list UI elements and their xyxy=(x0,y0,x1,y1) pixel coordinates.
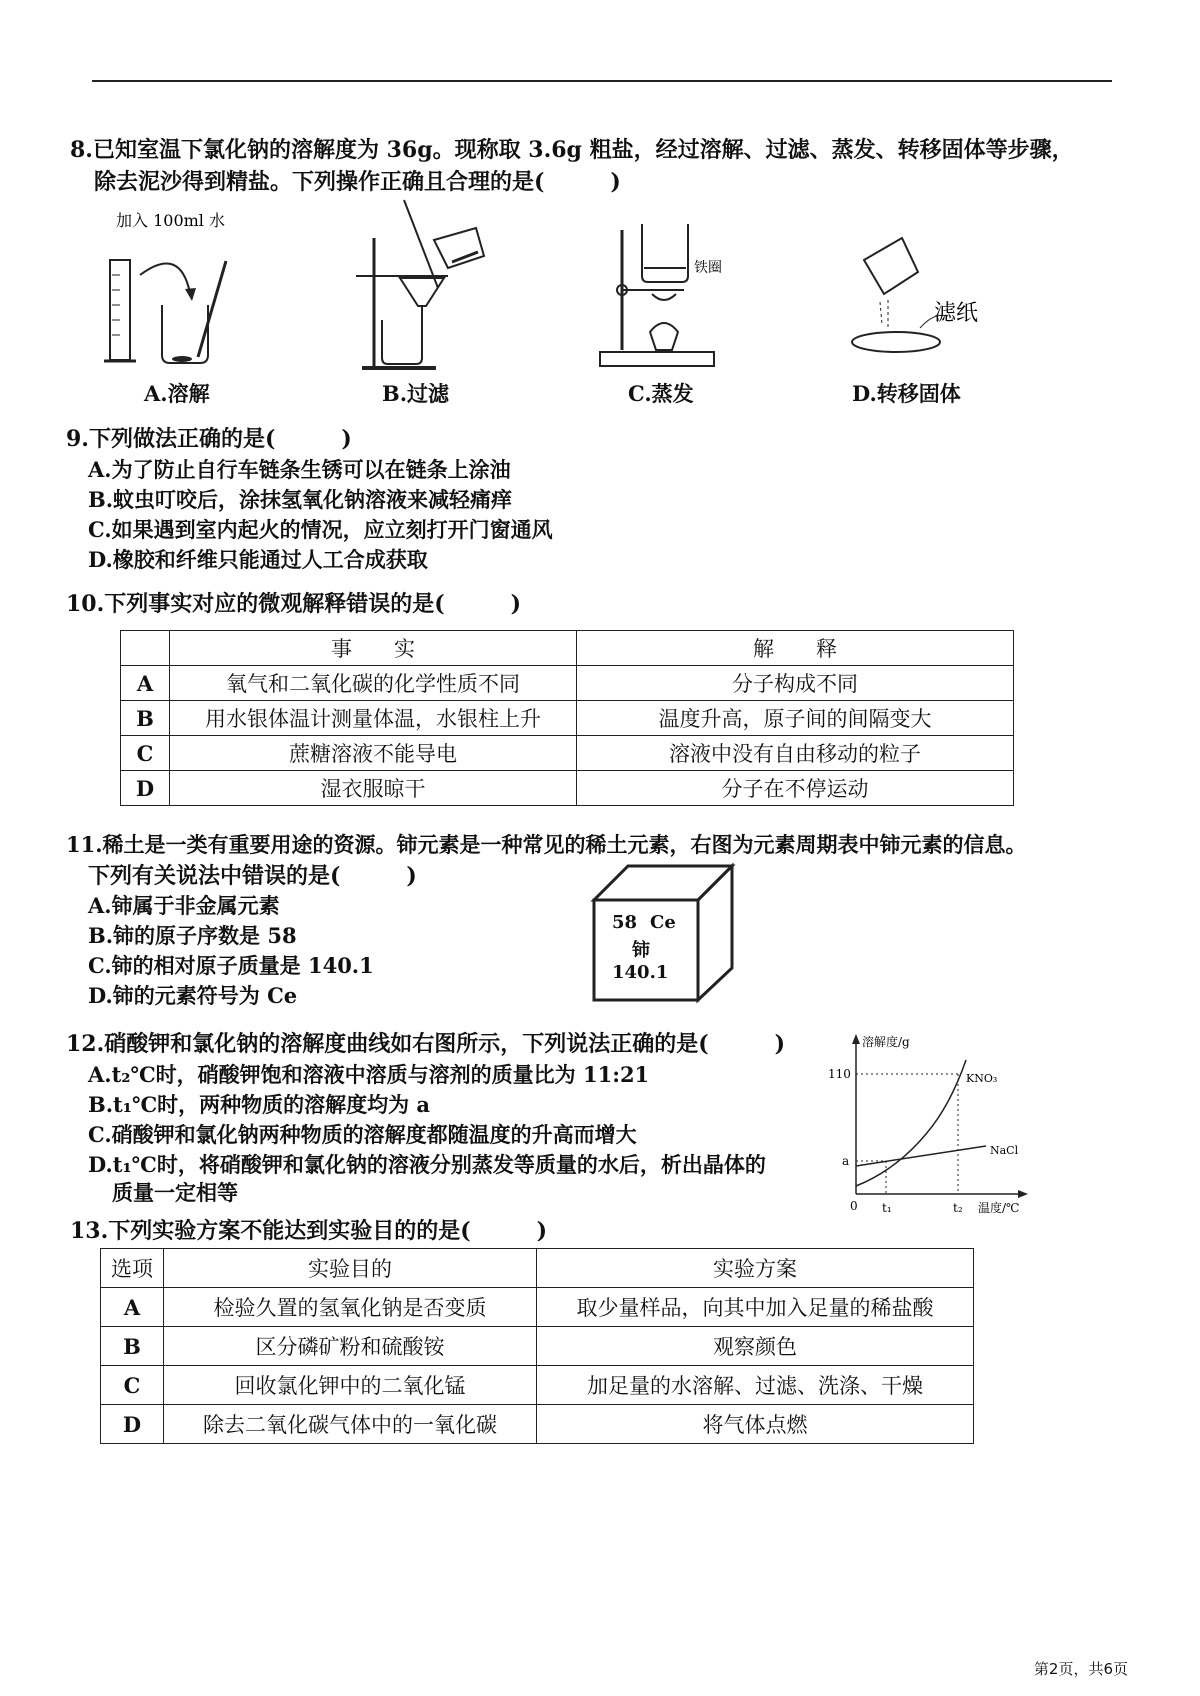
img-a-note: 加入 100ml 水 xyxy=(116,211,226,230)
q9-option-d: D.橡胶和纤维只能通过人工合成获取 xyxy=(88,547,428,572)
q8-caption-b: B.过滤 xyxy=(382,381,450,406)
q11-option-a: A.铈属于非金属元素 xyxy=(88,893,280,918)
table-row xyxy=(101,1288,974,1327)
table-cell: 除去二氧化碳气体中的一氧化碳 xyxy=(164,1405,537,1444)
q9-option-a: A.为了防止自行车链条生锈可以在链条上涂油 xyxy=(88,457,511,482)
filter-illustration xyxy=(352,198,492,378)
element-number: 58 xyxy=(612,912,638,933)
q13-stem: 13.下列实验方案不能达到实验目的的是( ) xyxy=(70,1218,548,1244)
element-symbol: Ce xyxy=(650,912,676,933)
table-cell: C xyxy=(121,736,170,771)
table-cell: 观察颜色 xyxy=(537,1327,974,1366)
q11-stem-line2: 下列有关说法中错误的是( ) xyxy=(88,863,417,889)
table-cell: B xyxy=(121,701,170,736)
table-header-cell: 实验目的 xyxy=(164,1249,537,1288)
q11-option-c: C.铈的相对原子质量是 140.1 xyxy=(88,953,374,978)
table-header-row xyxy=(101,1249,974,1288)
table-cell: 回收氯化钾中的二氧化锰 xyxy=(164,1366,537,1405)
series-label-nacl: NaCl xyxy=(990,1144,1019,1157)
table-row xyxy=(121,736,1014,771)
q12-option-b: B.t₁℃时，两种物质的溶解度均为 a xyxy=(88,1092,431,1117)
img-d-note: 滤纸 xyxy=(934,301,979,326)
q12-option-c: C.硝酸钾和氯化钠两种物质的溶解度都随温度的升高而增大 xyxy=(88,1122,637,1147)
q9-option-b: B.蚊虫叮咬后，涂抹氢氧化钠溶液来减轻痛痒 xyxy=(88,487,513,512)
table-cell: D xyxy=(121,771,170,806)
table-cell: 加足量的水溶解、过滤、洗涤、干燥 xyxy=(537,1366,974,1405)
q12-option-d: D.t₁℃时，将硝酸钾和氯化钠的溶液分别蒸发等质量的水后，析出晶体的 xyxy=(88,1152,766,1177)
y-tick-label: 110 xyxy=(828,1067,851,1081)
x-tick-label: 0 xyxy=(850,1199,858,1213)
table-row xyxy=(121,666,1014,701)
table-header-cell xyxy=(121,631,170,666)
header-rule xyxy=(92,80,1112,82)
table-row xyxy=(121,701,1014,736)
q8-stem-line2: 除去泥沙得到精盐。下列操作正确且合理的是( ) xyxy=(94,169,621,195)
q11-option-b: B.铈的原子序数是 58 xyxy=(88,923,297,948)
table-cell: 检验久置的氢氧化钠是否变质 xyxy=(164,1288,537,1327)
dissolve-illustration xyxy=(100,205,260,400)
q12-option-d-line2: 质量一定相等 xyxy=(112,1180,238,1205)
solubility-chart xyxy=(826,1030,1056,1226)
y-axis-label: 溶解度/g xyxy=(862,1035,910,1049)
q9-option-c: C.如果遇到室内起火的情况，应立刻打开门窗通风 xyxy=(88,517,553,542)
table-cell: 氧气和二氧化碳的化学性质不同 xyxy=(170,666,577,701)
element-name: 铈 xyxy=(632,940,650,961)
x-tick-label: t₂ xyxy=(953,1201,963,1215)
q10-stem: 10.下列事实对应的微观解释错误的是( ) xyxy=(66,591,522,617)
q9-stem: 9.下列做法正确的是( ) xyxy=(66,426,352,452)
table-cell: B xyxy=(101,1327,164,1366)
q11-option-d: D.铈的元素符号为 Ce xyxy=(88,983,298,1008)
q8-stem-line1: 8.已知室温下氯化钠的溶解度为 36g。现称取 3.6g 粗盐，经过溶解、过滤、蒸发、转移固体等步骤， xyxy=(70,137,1074,163)
table-cell: C xyxy=(101,1366,164,1405)
x-axis-label: 温度/℃ xyxy=(978,1201,1020,1215)
nacl-curve xyxy=(856,1146,986,1166)
y-tick-label: a xyxy=(842,1154,850,1168)
table-cell: 用水银体温计测量体温，水银柱上升 xyxy=(170,701,577,736)
q11-stem-line1: 11.稀土是一类有重要用途的资源。铈元素是一种常见的稀土元素，右图为元素周期表中铈元素的信息。 xyxy=(66,832,1027,857)
table-cell: 区分磷矿粉和硫酸铵 xyxy=(164,1327,537,1366)
element-mass: 140.1 xyxy=(612,962,669,983)
table-cell: 蔗糖溶液不能导电 xyxy=(170,736,577,771)
page-number: 第2页，共6页 xyxy=(1033,1660,1128,1678)
q10-table xyxy=(120,630,1014,806)
table-header-cell: 事 实 xyxy=(170,631,577,666)
x-tick-label: t₁ xyxy=(882,1201,892,1215)
table-cell: 湿衣服晾干 xyxy=(170,771,577,806)
table-header-cell: 选项 xyxy=(101,1249,164,1288)
table-cell: 溶液中没有自由移动的粒子 xyxy=(577,736,1014,771)
table-cell: 取少量样品，向其中加入足量的稀盐酸 xyxy=(537,1288,974,1327)
table-header-cell: 实验方案 xyxy=(537,1249,974,1288)
table-cell: A xyxy=(121,666,170,701)
q12-option-a: A.t₂℃时，硝酸钾饱和溶液中溶质与溶剂的质量比为 11:21 xyxy=(88,1062,650,1087)
transfer-illustration xyxy=(844,232,994,354)
table-cell: 温度升高，原子间的间隔变大 xyxy=(577,701,1014,736)
q13-table xyxy=(100,1248,974,1444)
table-cell: 分子构成不同 xyxy=(577,666,1014,701)
img-c-note: 铁圈 xyxy=(694,260,722,276)
table-header-row xyxy=(121,631,1014,666)
q12-stem: 12.硝酸钾和氯化钠的溶解度曲线如右图所示，下列说法正确的是( ) xyxy=(66,1031,786,1057)
table-cell: 分子在不停运动 xyxy=(577,771,1014,806)
q8-caption-d: D.转移固体 xyxy=(852,381,961,406)
kno3-curve xyxy=(856,1060,966,1186)
table-cell: A xyxy=(101,1288,164,1327)
table-row xyxy=(101,1366,974,1405)
q8-caption-c: C.蒸发 xyxy=(628,381,694,406)
table-row xyxy=(101,1405,974,1444)
table-cell: D xyxy=(101,1405,164,1444)
table-row xyxy=(121,771,1014,806)
q8-caption-a: A.溶解 xyxy=(144,381,210,406)
table-cell: 将气体点燃 xyxy=(537,1405,974,1444)
table-row xyxy=(101,1327,974,1366)
series-label-kno3: KNO₃ xyxy=(966,1072,998,1085)
evaporate-illustration xyxy=(598,210,748,370)
table-header-cell: 解 释 xyxy=(577,631,1014,666)
